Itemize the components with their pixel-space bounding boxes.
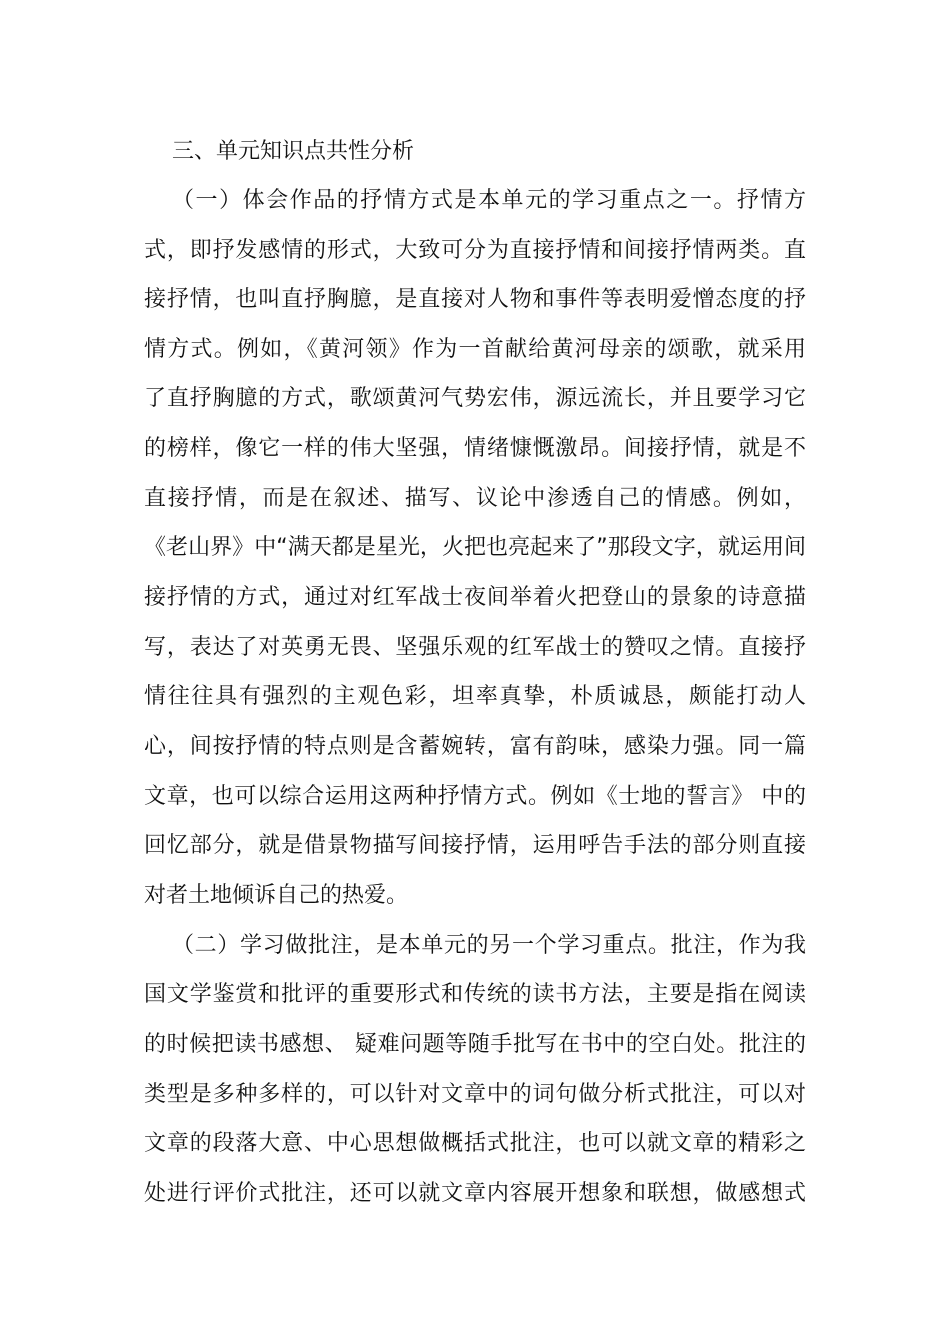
paragraph-line: 接抒情的方式，通过对红军战士夜间举着火把登山的景象的诗意描 — [144, 585, 806, 610]
paragraph-line: （二）学习做批注，是本单元的另一个学习重点。批注，作为我 — [172, 933, 806, 958]
paragraph-line: 直接抒情，而是在叙述、描写、议论中渗透自己的情感。例如， — [144, 486, 806, 511]
paragraph-line: 写，表达了对英勇无畏、坚强乐观的红军战士的赞叹之情。直接抒 — [144, 635, 806, 660]
paragraph-line: 《老山界》中“满天都是星光，火把也亮起来了”那段文字，就运用间 — [144, 535, 806, 560]
paragraph-line: （一）体会作品的抒情方式是本单元的学习重点之一。抒情方 — [172, 188, 806, 213]
paragraph-line: 处进行评价式批注，还可以就文章内容展开想象和联想，做感想式 — [144, 1181, 806, 1206]
paragraph-line: 文章，也可以综合运用这两种抒情方式。例如《士地的誓言》 中的 — [144, 784, 806, 809]
paragraph-line: 的时候把读书感想、 疑难问题等随手批写在书中的空白处。批注的 — [144, 1032, 806, 1057]
paragraph-line: 情往往具有强烈的主观色彩，坦率真挚，朴质诚恳，颇能打动人 — [144, 684, 806, 709]
paragraph-line: 文章的段落大意、中心思想做概括式批注，也可以就文章的精彩之 — [144, 1131, 806, 1156]
paragraph-line: 式，即抒发感情的形式，大致可分为直接抒情和间接抒情两类。直 — [144, 238, 806, 263]
paragraph-line: 了直抒胸臆的方式，歌颂黄河气势宏伟，源远流长，并且要学习它 — [144, 386, 806, 411]
paragraph-line: 类型是多种多样的，可以针对文章中的词句做分析式批注，可以对 — [144, 1082, 806, 1107]
paragraph-line: 国文学鉴赏和批评的重要形式和传统的读书方法，主要是指在阅读 — [144, 982, 806, 1007]
paragraph-line: 心，间按抒情的特点则是含蓄婉转，富有韵味，感染力强。同一篇 — [144, 734, 806, 759]
paragraph-line: 对者土地倾诉自己的热爱。 — [144, 883, 409, 908]
section-heading: 三、单元知识点共性分析 — [172, 139, 415, 164]
paragraph-line: 的榜样，像它一样的伟大坚强，情绪慷慨激昂。间接抒情，就是不 — [144, 436, 806, 461]
paragraph-line: 回忆部分，就是借景物描写间接抒情，运用呼告手法的部分则直接 — [144, 833, 806, 858]
paragraph-line: 情方式。例如，《黄河领》作为一首献给黄河母亲的颂歌，就采用 — [144, 337, 806, 362]
paragraph-line: 接抒情，也叫直抒胸臆，是直接对人物和事件等表明爱憎态度的抒 — [144, 287, 806, 312]
